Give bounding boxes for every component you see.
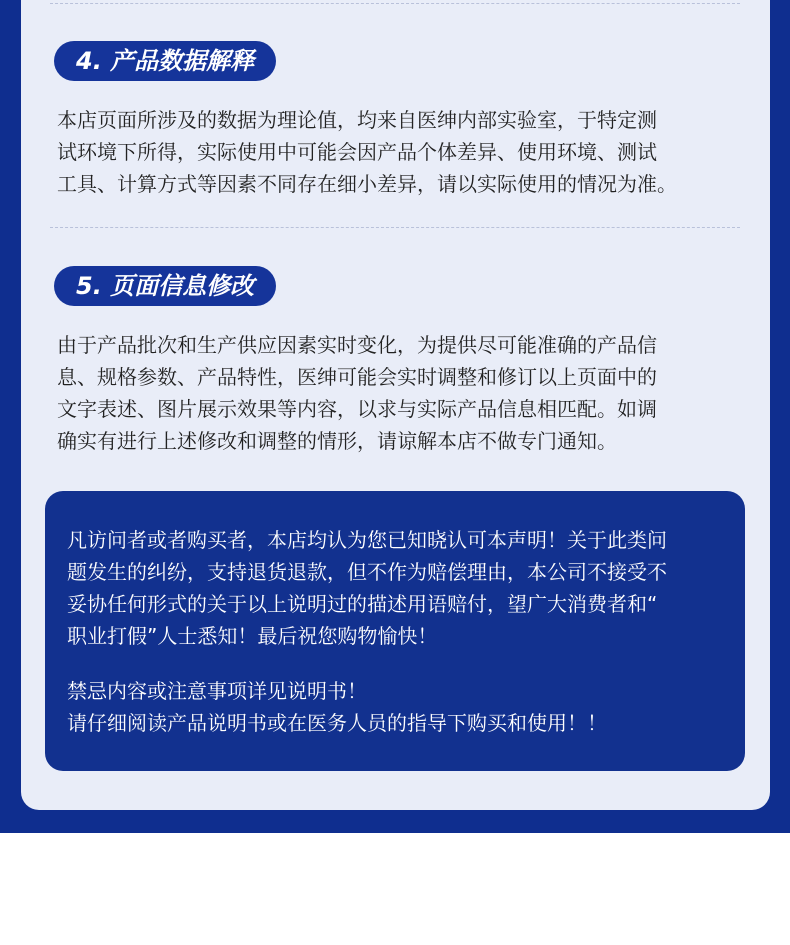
disclaimer-line: 妥协任何形式的关于以上说明过的描述用语赔付，望广大消费者和“ (67, 592, 658, 616)
section-5-line: 文字表述、图片展示效果等内容，以求与实际产品信息相匹配。如调 (57, 397, 657, 421)
section-4-line: 本店页面所涉及的数据为理论值，均来自医绅内部实验室，于特定测 (57, 108, 657, 132)
disclaimer-paragraph-1 (67, 524, 737, 652)
section-4-body (57, 104, 737, 200)
top-divider (50, 3, 740, 4)
disclaimer-line: 凡访问者或者购买者，本店均认为您已知晓认可本声明！关于此类问 (67, 528, 667, 552)
disclaimer-box (45, 491, 745, 771)
section-5-heading: 5. 页面信息修改 (54, 266, 276, 306)
section-5-line: 息、规格参数、产品特性，医绅可能会实时调整和修订以上页面中的 (57, 365, 657, 389)
disclaimer-line: 禁忌内容或注意事项详见说明书！ (67, 679, 367, 703)
disclaimer-line: 请仔细阅读产品说明书或在医务人员的指导下购买和使用！！ (67, 711, 607, 735)
section-4-line: 工具、计算方式等因素不同存在细小差异，请以实际使用的情况为准。 (57, 172, 677, 196)
section-4-heading: 4. 产品数据解释 (54, 41, 276, 81)
disclaimer-line: 题发生的纠纷，支持退货退款，但不作为赔偿理由，本公司不接受不 (67, 560, 667, 584)
section-5-body (57, 329, 737, 457)
middle-divider (50, 227, 740, 228)
section-5-line: 确实有进行上述修改和调整的情形，请谅解本店不做专门通知。 (57, 429, 617, 453)
disclaimer-line: 职业打假”人士悉知！最后祝您购物愉快！ (67, 624, 438, 648)
section-5-line: 由于产品批次和生产供应因素实时变化，为提供尽可能准确的产品信 (57, 333, 657, 357)
disclaimer-paragraph-2 (67, 675, 737, 739)
section-4-line: 试环境下所得，实际使用中可能会因产品个体差异、使用环境、测试 (57, 140, 657, 164)
